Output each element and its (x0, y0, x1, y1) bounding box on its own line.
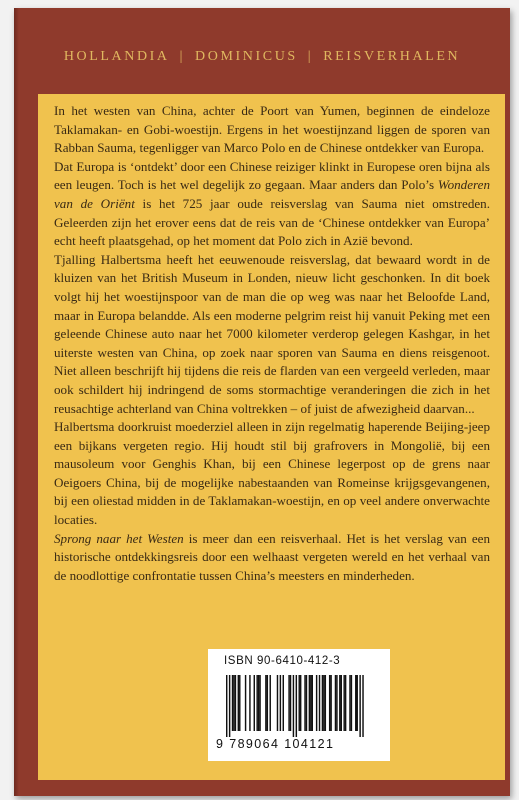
barcode-module (355, 675, 356, 731)
text-run: Tjalling Halbertsma heeft het eeuwenoude reisverslag, dat bewaard wordt in de kluizen van het British Museum in Londen, nieuw licht geschonken. In dit boek volgt hij het woestijnspoor van de man die op weg was naar het Beloofde Land, maar in Europa belandde. Als een moderne pelgrim reist hij vanuit Peking met een geleende Chinese auto naar het 7000 kilometer verderop gelegen Kashgar, in het uiterste westen van China, op zoek naar sporen van Sauma en diens reisgenoot. Niet alleen beschrijft hij tijdens die reis de flarden van een vergeeld verleden, maar ook schildert hij indringend de soms stormachtige veranderingen die zich in het reusachtige achterland van China voltrekken – of juist de afwezigheid daarvan... (54, 251, 490, 416)
barcode-module (259, 675, 260, 731)
barcode-module (270, 675, 271, 731)
barcode-module (283, 675, 284, 731)
barcode-module (226, 675, 227, 737)
barcode-module (323, 675, 324, 731)
italic-title: Sprong naar het Westen (54, 530, 184, 546)
barcode-module (296, 675, 297, 737)
barcode-module (325, 675, 326, 731)
barcode-label (208, 649, 390, 761)
blurb-panel (38, 94, 505, 780)
barcode-module (335, 675, 336, 731)
blurb-paragraph (54, 102, 490, 158)
barcode-module (345, 675, 346, 731)
barcode-module (245, 675, 246, 731)
barcode-module (329, 675, 330, 731)
blurb-paragraph (54, 251, 490, 418)
text-run: In het westen van China, achter de Poort van Yumen, beginnen de eindeloze Taklamakan- en Gobi-woestijn. Ergens in het woestijnzand liggen de sporen van Rabban Sauma, tegenligger van Marco Polo en de Chinese ontdekker van Europa. (54, 103, 490, 156)
barcode-module (280, 675, 281, 731)
blurb-paragraph (54, 530, 490, 586)
barcode-module (341, 675, 342, 731)
barcode-module (235, 675, 236, 731)
barcode-module (267, 675, 268, 731)
italic-title: Wonderen van de Oriënt (54, 177, 490, 211)
header-separator-2: | (307, 49, 314, 64)
barcode-module (233, 675, 234, 731)
barcode-module (229, 675, 230, 737)
barcode-module (309, 675, 310, 731)
barcode-module (290, 675, 291, 731)
book-back-cover (14, 8, 510, 796)
barcode-module (249, 675, 250, 731)
barcode-module (239, 675, 240, 731)
blurb-paragraph (54, 158, 490, 251)
barcode-module (299, 675, 300, 731)
text-run: Halbertsma doorkruist moederziel alleen in zijn regelmatig haperende Beijing-jeep een bijkans vergeten regio. Hij houdt stil bij grafrovers in Mongolië, bij een mausoleum voor Genghis Khan, bij een Chinese legerpost op de grens naar Oeigoers China, bij de mogelijke nabestaanden van Romeinse krijgsgevangenen, bij een oliestad midden in de Taklamakan-woestijn, en op veel andere onverwachte locaties. (54, 419, 490, 528)
barcode-module (316, 675, 317, 731)
barcode-module (310, 675, 311, 731)
barcode-module (322, 675, 323, 731)
barcode-module (304, 675, 305, 731)
barcode-module (293, 675, 294, 737)
header-imprint: DOMINICUS (195, 49, 298, 64)
barcode-module (306, 675, 307, 731)
barcode-module (351, 675, 352, 731)
isbn-label: ISBN 90-6410-412-3 (224, 655, 341, 667)
header-series: REISVERHALEN (323, 49, 461, 64)
barcode-module (343, 675, 344, 731)
barcode-module (362, 675, 363, 737)
blurb-text (54, 102, 490, 585)
series-header (14, 46, 510, 68)
barcode-module (319, 675, 320, 731)
barcode-module (312, 675, 313, 731)
spine-edge (14, 8, 19, 796)
barcode-module (300, 675, 301, 731)
barcode-module (258, 675, 259, 731)
barcode-module (265, 675, 266, 731)
blurb-paragraph (54, 418, 490, 530)
barcode-module (359, 675, 360, 737)
text-run: is meer dan een reisverhaal. Het is het verslag van een historische ontdekkingsreis door een welhaast vergeten wereld en het verhaal van de noodlottige confrontatie tussen China’s meesters en minderheden. (54, 530, 490, 583)
barcode-module (349, 675, 350, 731)
barcode-module (357, 675, 358, 731)
header-separator-1: | (179, 49, 186, 64)
text-run: is het 725 jaar oude reisverslag van Sauma niet omstreden. Geleerden zijn het erover eens dat de reis van de ‘Chinese ontdekker van Europa’ echt heeft plaatsgehad, op het moment dat Polo zich in Azië bevond. (54, 195, 491, 249)
barcode-module (336, 675, 337, 731)
header-publisher: HOLLANDIA (63, 49, 170, 64)
barcode-bars (226, 675, 376, 737)
barcode-digits: 9 789064 104121 (216, 737, 335, 751)
barcode-module (256, 675, 257, 731)
barcode-module (232, 675, 233, 731)
barcode-module (277, 675, 278, 731)
barcode-module (254, 675, 255, 731)
barcode-module (238, 675, 239, 731)
text-run: Dat Europa is ‘ontdekt’ door een Chinese reiziger klinkt in Europese oren bijna als een leugen. Toch is het wel degelijk zo gegaan. Maar anders dan Polo’s (54, 158, 490, 193)
barcode-module (288, 675, 289, 731)
barcode-module (330, 675, 331, 731)
barcode-module (339, 675, 340, 731)
